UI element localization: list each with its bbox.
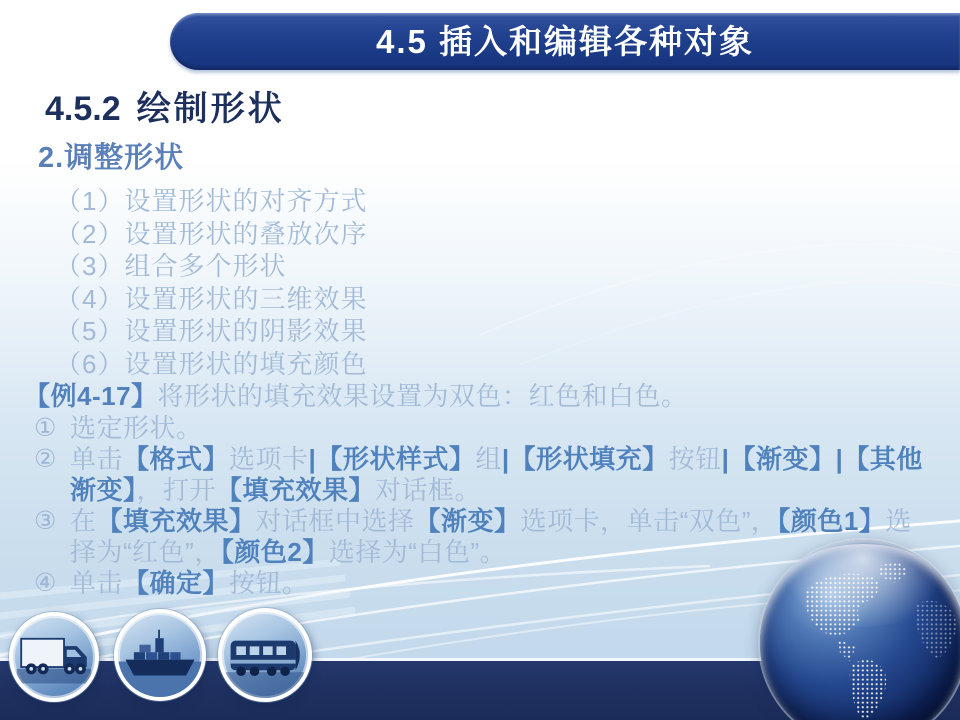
section-heading bbox=[45, 88, 936, 137]
globe-graphic bbox=[760, 540, 960, 720]
example-label: 【例4-17】 bbox=[24, 381, 158, 411]
cargo-ship-photo-badge bbox=[114, 609, 206, 701]
step-number: ④ bbox=[34, 569, 57, 597]
step-text: 在【填充效果】对话框中选择【渐变】选项卡，单击“双色”，【颜色1】选择为“红色”，【颜色2】选择为“白色”。 bbox=[70, 506, 912, 567]
step-item bbox=[34, 444, 936, 506]
example-text: 将形状的填充效果设置为双色：红色和白色。 bbox=[157, 381, 688, 411]
step-number: ③ bbox=[34, 507, 57, 535]
slide-title-bar bbox=[170, 13, 960, 70]
truck-photo-badge bbox=[9, 612, 99, 702]
bullet-item: （1）设置形状的对齐方式 bbox=[55, 186, 368, 216]
slide-title: 4.5 插入和编辑各种对象 bbox=[375, 23, 755, 60]
train-photo-badge bbox=[218, 608, 312, 702]
step-text: 单击【格式】选项卡|【形状样式】组|【形状填充】按钮|【渐变】|【其他渐变】，打开【填充效果】对话框。 bbox=[70, 444, 923, 505]
globe-gloss-highlight bbox=[785, 544, 942, 626]
step-number: ① bbox=[34, 414, 57, 442]
train-icon bbox=[222, 612, 308, 698]
step-number: ② bbox=[34, 445, 57, 473]
truck-icon bbox=[13, 616, 95, 698]
bullet-item: （6）设置形状的填充颜色 bbox=[55, 348, 368, 379]
subsection-title: 2.调整形状 bbox=[38, 142, 185, 174]
bullet-item: （2）设置形状的叠放次序 bbox=[55, 218, 368, 249]
step-item bbox=[34, 413, 936, 444]
section-number: 4.5.2 bbox=[45, 90, 121, 128]
bullet-item: （5）设置形状的阴影效果 bbox=[55, 316, 368, 346]
bullet-item: （3）组合多个形状 bbox=[55, 251, 287, 281]
slide-body bbox=[24, 88, 936, 599]
step-text: 单击【确定】按钮。 bbox=[70, 568, 309, 598]
bullet-item: （4）设置形状的三维效果 bbox=[55, 283, 368, 314]
cargo-ship-icon bbox=[118, 613, 202, 697]
step-text: 选定形状。 bbox=[70, 413, 203, 443]
section-title: 绘制形状 bbox=[136, 90, 285, 128]
example-line bbox=[24, 381, 936, 412]
bullet-list bbox=[55, 185, 936, 380]
